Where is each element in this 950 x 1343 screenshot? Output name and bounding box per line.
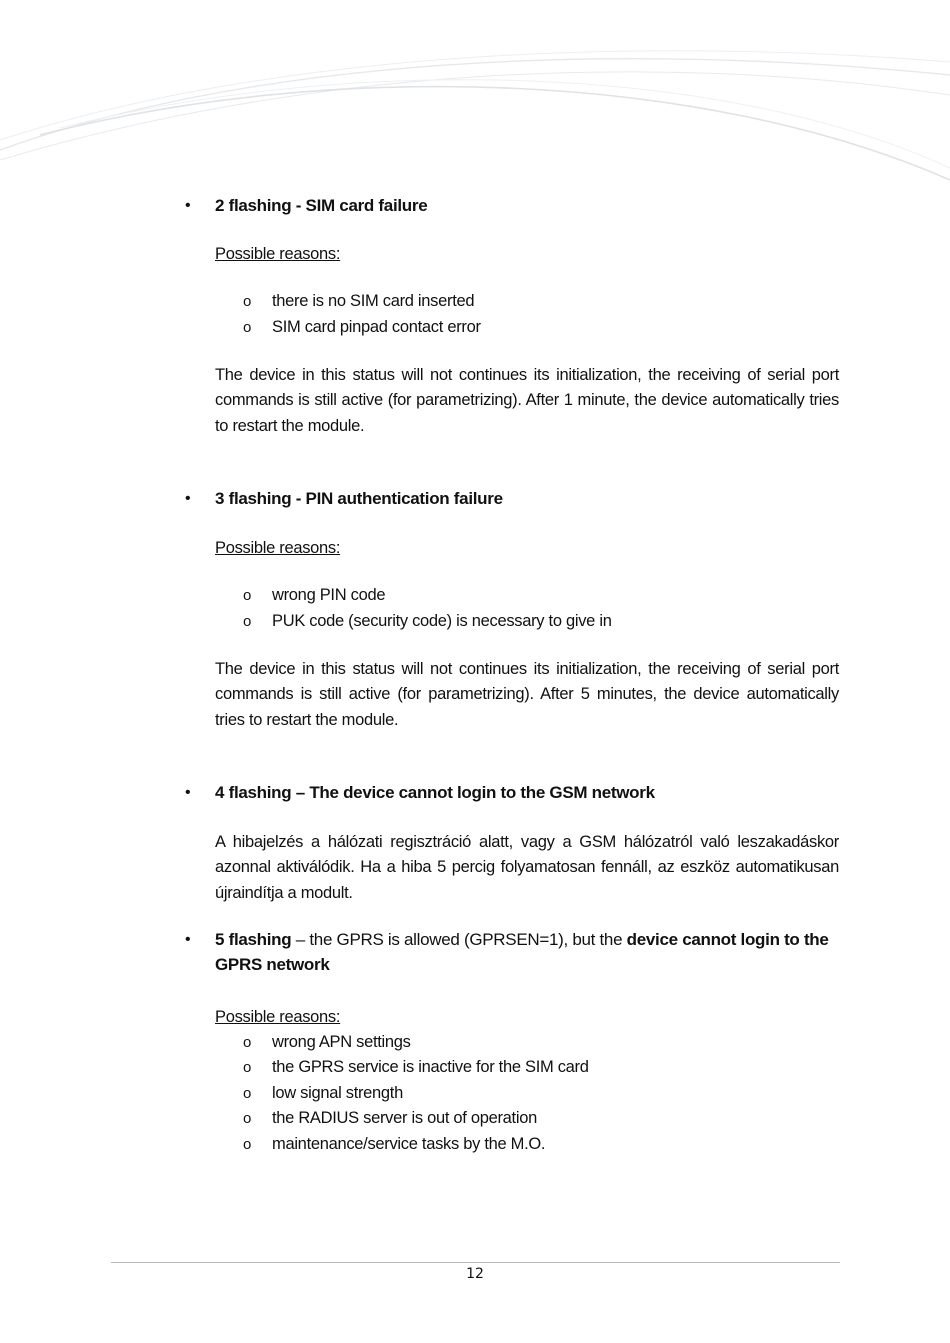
sub-bullet-marker: o xyxy=(243,1085,252,1102)
sub-bullet-marker: o xyxy=(243,293,252,310)
possible-reasons-label: Possible reasons: xyxy=(215,1008,341,1026)
sub-bullet-marker: o xyxy=(243,319,252,336)
sub-bullet-marker: o xyxy=(243,613,252,630)
bullet-marker: • xyxy=(185,931,191,948)
section-description: The device in this status will not continues its initialization, the receiving of serial port commands is still active (for parametrizing). After 1 minute, the device automatically tries to restart the module. xyxy=(215,366,839,435)
possible-reasons-label: Possible reasons: xyxy=(215,539,341,557)
section-heading-sim-failure: 2 flashing - SIM card failure xyxy=(215,196,428,215)
section-description: The device in this status will not continues its initialization, the receiving of serial port commands is still active (for parametrizing). After 5 minutes, the device automatically tries to restart the module. xyxy=(215,660,839,729)
sub-bullet-marker: o xyxy=(243,1136,252,1153)
reason-item: o PUK code (security code) is necessary to give in xyxy=(243,610,612,633)
section-description: A hibajelzés a hálózati regisztráció alatt, vagy a GSM hálózatról való leszakadáskor azonnal aktiválódik. Ha a hiba 5 percig folyamatosan fennáll, az eszköz automatikusan újraindítja a modult. xyxy=(215,833,839,902)
possible-reasons-label: Possible reasons: xyxy=(215,245,341,263)
reason-item: o the GPRS service is inactive for the SIM card xyxy=(243,1056,589,1079)
reason-item: o low signal strength xyxy=(243,1082,403,1105)
sub-bullet-marker: o xyxy=(243,1034,252,1051)
section-heading-gprs-login: 5 flashing – the GPRS is allowed (GPRSEN=1), but the device cannot login to the GPRS network xyxy=(215,930,829,974)
reason-item: o maintenance/service tasks by the M.O. xyxy=(243,1133,545,1156)
reason-item: o wrong APN settings xyxy=(243,1031,411,1054)
bullet-marker: • xyxy=(185,784,191,801)
reason-item: o the RADIUS server is out of operation xyxy=(243,1107,537,1130)
sub-bullet-marker: o xyxy=(243,1059,252,1076)
footer-divider xyxy=(111,1262,840,1263)
reason-item: o there is no SIM card inserted xyxy=(243,290,474,313)
section-heading-gsm-login: 4 flashing – The device cannot login to the GSM network xyxy=(215,783,655,802)
section-heading-pin-failure: 3 flashing - PIN authentication failure xyxy=(215,489,503,508)
bullet-marker: • xyxy=(185,490,191,507)
bullet-marker: • xyxy=(185,197,191,214)
sub-bullet-marker: o xyxy=(243,1110,252,1127)
reason-item: o SIM card pinpad contact error xyxy=(243,316,481,339)
page-number: 12 xyxy=(466,1266,484,1282)
reason-item: o wrong PIN code xyxy=(243,584,385,607)
header-swoosh-decoration xyxy=(0,0,950,200)
sub-bullet-marker: o xyxy=(243,587,252,604)
